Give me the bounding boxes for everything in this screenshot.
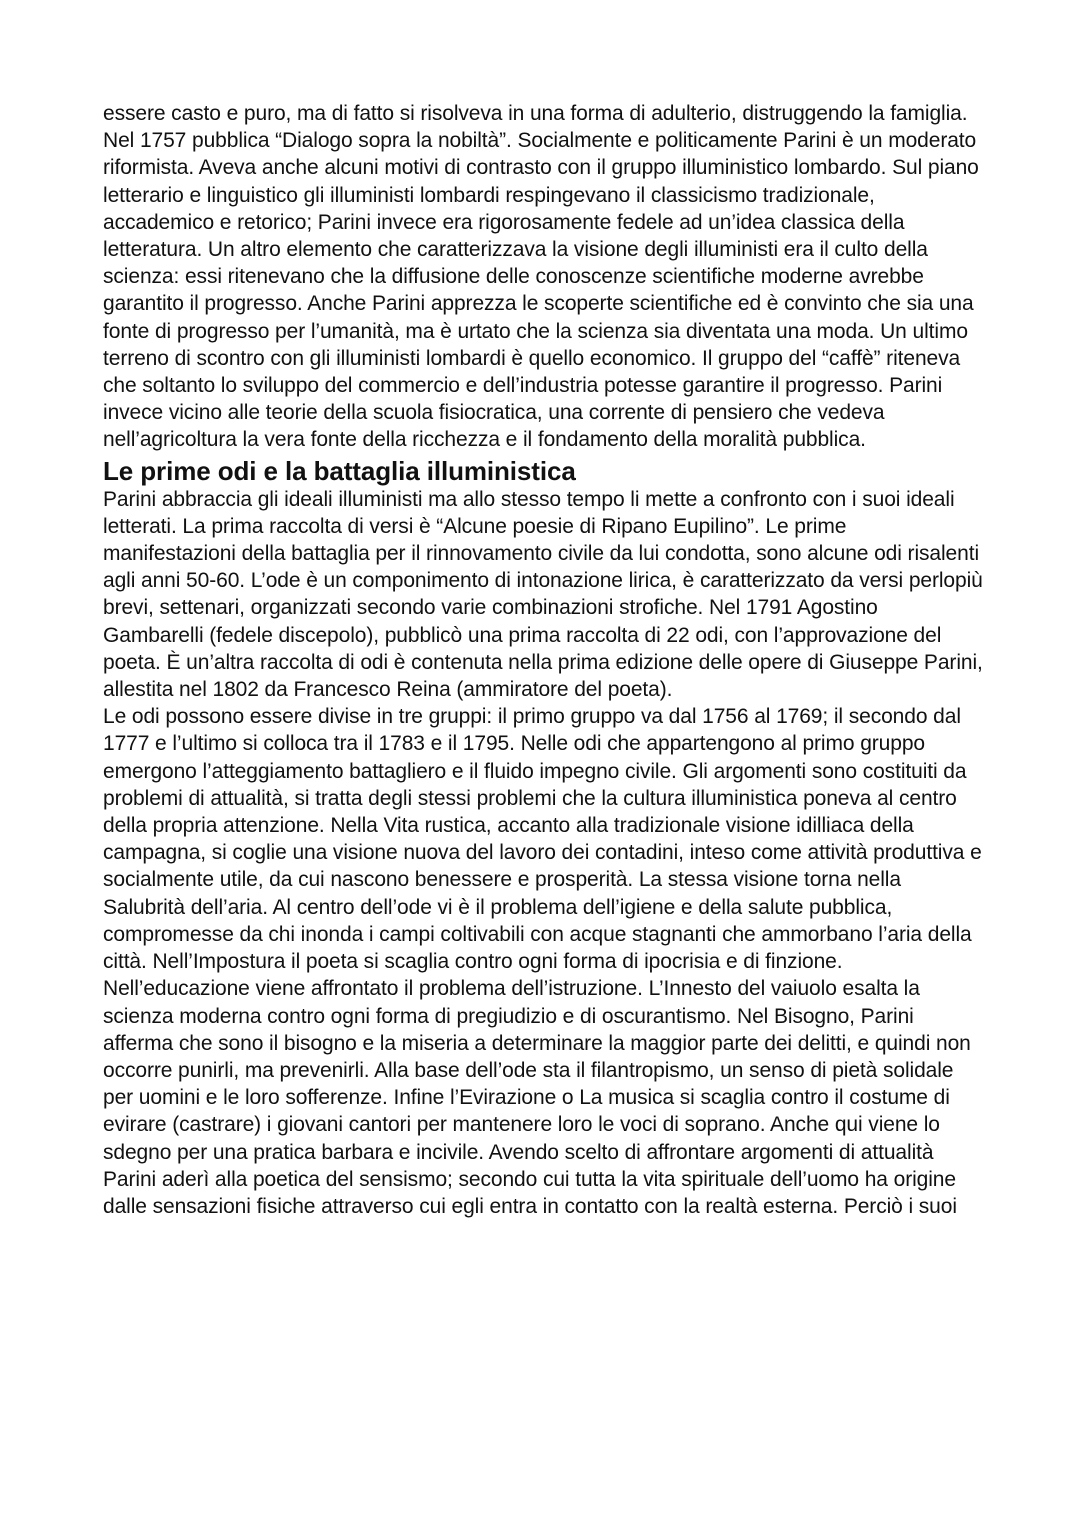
paragraph-gruppi-odi: Le odi possono essere divise in tre gruppi: il primo gruppo va dal 1756 al 1769; il secondo dal 1777 e l’ultimo si colloca tra il 1783 e il 1795. Nelle odi che appartengono al primo gruppo emergono l’atteggiamento battagliero e il fluido impegno civile. Gli argomenti sono costituiti da problemi di attualità, si tratta degli stessi problemi che la cultura illuministica poneva al centro della propria attenzione. Nella Vita rustica, accanto alla tradizionale visione idilliaca della campagna, si coglie una visione nuova del lavoro dei contadini, inteso come attività produttiva e socialmente utile, da cui nascono benessere e prosperità. La stessa visione torna nella Salubrità dell’aria. Al centro dell’ode vi è il problema dell’igiene e della salute pubblica, compromesse da chi inonda i campi coltivabili con acque stagnanti che ammorbano l’aria della città. Nell’Impostura il poeta si scaglia contro ogni forma di ipocrisia e di finzione. Nell’educazione viene affrontato il problema dell’istruzione. L’Innesto del vaiuolo esalta la scienza moderna contro ogni forma di pregiudizio e di oscurantismo. Nel Bisogno, Parini afferma che sono il bisogno e la miseria a determinare la maggior parte dei delitti, e quindi non occorre punirli, ma prevenirli. Alla base dell’ode sta il filantropismo, un senso di pietà solidale per uomini e le loro sofferenze. Infine l’Evirazione o La musica si scaglia contro il costume di evirare (castrare) i giovani cantori per mantenere loro le voci di soprano. Anche qui viene lo sdegno per una pratica barbara e incivile. Avendo scelto di affrontare argomenti di attualità Parini aderì alla poetica del sensismo; secondo cui tutta la vita spirituale dell’uomo ha origine dalle sensazioni fisiche attraverso cui egli entra in contatto con la realtà esterna. Perciò i suoi [103, 705, 982, 1218]
document-page [103, 100, 983, 1220]
paragraph-adulterio-nobilta: essere casto e puro, ma di fatto si risolveva in una forma di adulterio, distruggendo la famiglia. Nel 1757 pubblica “Dialogo sopra la nobiltà”. Socialmente e politicamente Parini è un moderato riformista. Aveva anche alcuni motivi di contrasto con il gruppo illuministico lombardo. Sul piano letterario e linguistico gli illuministi lombardi respingevano il classicismo tradizionale, accademico e retorico; Parini invece era rigorosamente fedele ad un’idea classica della letteratura. Un altro elemento che caratterizzava la visione degli illuministi era il culto della scienza: essi ritenevano che la diffusione delle conoscenze scientifiche moderne avrebbe garantito il progresso. Anche Parini apprezza le scoperte scientifiche ed è convinto che sia una fonte di progresso per l’umanità, ma è urtato che la scienza sia diventata una moda. Un ultimo terreno di scontro con gli illuministi lombardi è quello economico. Il gruppo del “caffè” riteneva che soltanto lo sviluppo del commercio e dell’industria potesse garantire il progresso. Parini invece vicino alle teorie della scuola fisiocratica, una corrente di pensiero che vedeva nell’agricoltura la vera fonte della ricchezza e il fondamento della moralità pubblica. [103, 102, 979, 452]
paragraph-ideali-illuministi: Parini abbraccia gli ideali illuministi ma allo stesso tempo li mette a confronto con i suoi ideali letterati. La prima raccolta di versi è “Alcune poesie di Ripano Eupilino”. Le prime manifestazioni della battaglia per il rinnovamento civile da lui condotta, sono alcune odi risalenti agli anni 50-60. L’ode è un componimento di intonazione lirica, è caratterizzato da versi perlopiù brevi, settenari, organizzati secondo varie combinazioni strofiche. Nel 1791 Agostino Gambarelli (fedele discepolo), pubblicò una prima raccolta di 22 odi, con l’approvazione del poeta. È un’altra raccolta di odi è contenuta nella prima edizione delle opere di Giuseppe Parini, allestita nel 1802 da Francesco Reina (ammiratore del poeta). [103, 487, 983, 702]
section-heading-prime-odi: Le prime odi e la battaglia illuministica [103, 455, 576, 486]
